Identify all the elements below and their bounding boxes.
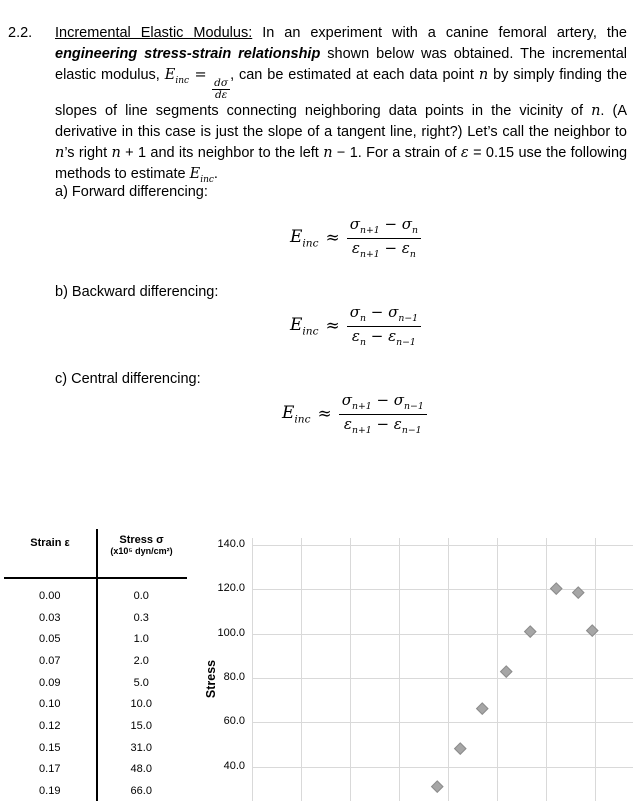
table-cell: 0.00 (39, 589, 61, 602)
method-a-label: a) Forward differencing: (55, 184, 208, 200)
fraction-denominator: $\varepsilon_{n+1} - \varepsilon_n$ (351, 238, 416, 260)
gridline-horizontal (252, 634, 633, 635)
method-b-label: b) Backward differencing: (55, 284, 219, 300)
gridline-horizontal (252, 545, 633, 546)
table-cell: 48.0 (130, 763, 152, 776)
table-cell: 0.19 (39, 785, 61, 798)
data-point-marker (454, 743, 466, 755)
table-cell: 31.0 (130, 741, 152, 754)
table-cell: 0.03 (39, 611, 61, 624)
einc-symbol: $E_{inc}$ (290, 226, 319, 250)
table-row (4, 759, 187, 781)
gridline-vertical (252, 538, 253, 801)
strain-column-header: Strain ε (30, 537, 70, 549)
approx-symbol: ≈ (325, 228, 340, 249)
fraction-numerator: $\sigma_n - \sigma_{n-1}$ (347, 304, 421, 327)
var-n: n (111, 144, 121, 161)
table-cell: 66.0 (130, 785, 152, 798)
intro-text-8: − 1. For a strain of (336, 144, 457, 161)
problem-number: 2.2. (8, 24, 33, 41)
table-cell: 0.15 (39, 741, 61, 754)
table-cell: 0.10 (39, 698, 61, 711)
var-n: n (323, 144, 333, 161)
fraction-numerator: $\sigma_{n+1} - \sigma_n$ (347, 216, 421, 239)
stress-strain-chart (195, 532, 633, 801)
intro-text-3: , can be estimated at each data point (230, 66, 474, 83)
table-cell: 0.09 (39, 676, 61, 689)
table-row (4, 780, 187, 801)
inline-fraction: $\frac{d\sigma}{d\varepsilon}$ (214, 76, 229, 101)
einc-symbol: $E_{inc}$ (189, 165, 214, 185)
formula-forward-differencing (290, 216, 421, 260)
table-cell: 0.07 (39, 654, 61, 667)
table-row (4, 628, 187, 650)
table-cell: 0.0 (133, 589, 149, 602)
method-c-label: c) Central differencing: (55, 371, 201, 387)
table-row (4, 607, 187, 629)
gridline-vertical (399, 538, 400, 801)
data-point-marker (477, 703, 489, 715)
data-point-marker (431, 780, 443, 792)
table-cell: 1.0 (133, 633, 149, 646)
table-cell: 0.12 (39, 719, 61, 732)
intro-text-4: by simply finding the slopes of line segments connecting neighboring data points in the vicinity of (55, 66, 628, 119)
einc-symbol: $E_{inc}$ (282, 402, 311, 426)
gridline-horizontal (252, 767, 633, 768)
gridline-vertical (497, 538, 498, 801)
table-cell: 0.17 (39, 763, 61, 776)
var-n: n (591, 102, 601, 119)
data-point-marker (572, 586, 584, 598)
gridline-vertical (350, 538, 351, 801)
fraction (347, 216, 421, 260)
gridline-horizontal (252, 678, 633, 679)
y-axis-tick-labels (195, 532, 245, 801)
approx-symbol: ≈ (317, 404, 332, 425)
intro-text-6: ’s right (64, 144, 108, 161)
table-row (4, 650, 187, 672)
table-body (4, 585, 187, 801)
plot-area (252, 538, 633, 801)
fraction-numerator: $\sigma_{n+1} - \sigma_{n-1}$ (339, 392, 427, 415)
y-tick-label: 60.0 (223, 715, 245, 728)
approx-symbol: ≈ (325, 316, 340, 337)
stress-column-header: Stress σ (x10⁵ dyn/cm²) (96, 534, 187, 556)
strain-stress-table (4, 529, 187, 801)
table-row (4, 715, 187, 737)
table-cell: 0.05 (39, 633, 61, 646)
table-cell: 2.0 (133, 654, 149, 667)
intro-text-1: In an experiment with a canine femoral artery, the (262, 24, 627, 41)
table-cell: 10.0 (130, 698, 152, 711)
y-tick-label: 100.0 (217, 626, 245, 639)
table-cell: 5.0 (133, 676, 149, 689)
var-n: n (55, 144, 65, 161)
gridline-vertical (448, 538, 449, 801)
einc-symbol: $E_{inc}$ (290, 314, 319, 338)
gridline-vertical (595, 538, 596, 801)
var-epsilon: ε (460, 144, 469, 161)
fraction (347, 304, 421, 348)
table-row (4, 585, 187, 607)
y-axis-title: Stress (204, 659, 218, 699)
gridline-vertical (301, 538, 302, 801)
y-tick-label: 140.0 (217, 538, 245, 550)
data-point-marker (525, 625, 537, 637)
intro-text-7: + 1 and its neighbor to the left (125, 144, 319, 161)
intro-text-end: . (213, 165, 218, 182)
table-row (4, 737, 187, 759)
data-point-marker (501, 665, 513, 677)
fraction-denominator: $\varepsilon_{n+1} - \varepsilon_{n-1}$ (343, 414, 422, 436)
y-tick-label: 40.0 (223, 759, 245, 772)
intro-text-5: . (A derivative in this case is just the slope of a tangent line, right?) Let’s call the neighbor to (55, 102, 627, 140)
table-row (4, 672, 187, 694)
formula-central-differencing (282, 392, 427, 436)
inline-formula-einc: $E_{inc}$ = $\frac{d\sigma}{d\varepsilon}$ (164, 66, 229, 101)
data-point-marker (550, 582, 562, 594)
emphasis-text: engineering stress-strain relationship (55, 45, 321, 62)
problem-title: Incremental Elastic Modulus: (55, 24, 253, 41)
gridline-vertical (546, 538, 547, 801)
stress-units-label: (x10⁵ dyn/cm²) (110, 546, 173, 556)
var-n: n (478, 66, 489, 83)
intro-text-9: = 0.15 use the following methods to estimate (55, 144, 628, 182)
table-row (4, 693, 187, 715)
y-tick-label: 120.0 (217, 582, 245, 595)
intro-text-2: shown below was obtained. The incremental elastic modulus, (55, 45, 627, 83)
gridline-horizontal (252, 722, 633, 723)
table-cell: 15.0 (130, 719, 152, 732)
formula-backward-differencing (290, 304, 421, 348)
table-cell: 0.3 (133, 611, 149, 624)
problem-statement (8, 23, 628, 191)
fraction-denominator: $\varepsilon_n - \varepsilon_{n-1}$ (351, 326, 416, 348)
fraction (339, 392, 427, 436)
y-tick-label: 80.0 (223, 670, 245, 683)
